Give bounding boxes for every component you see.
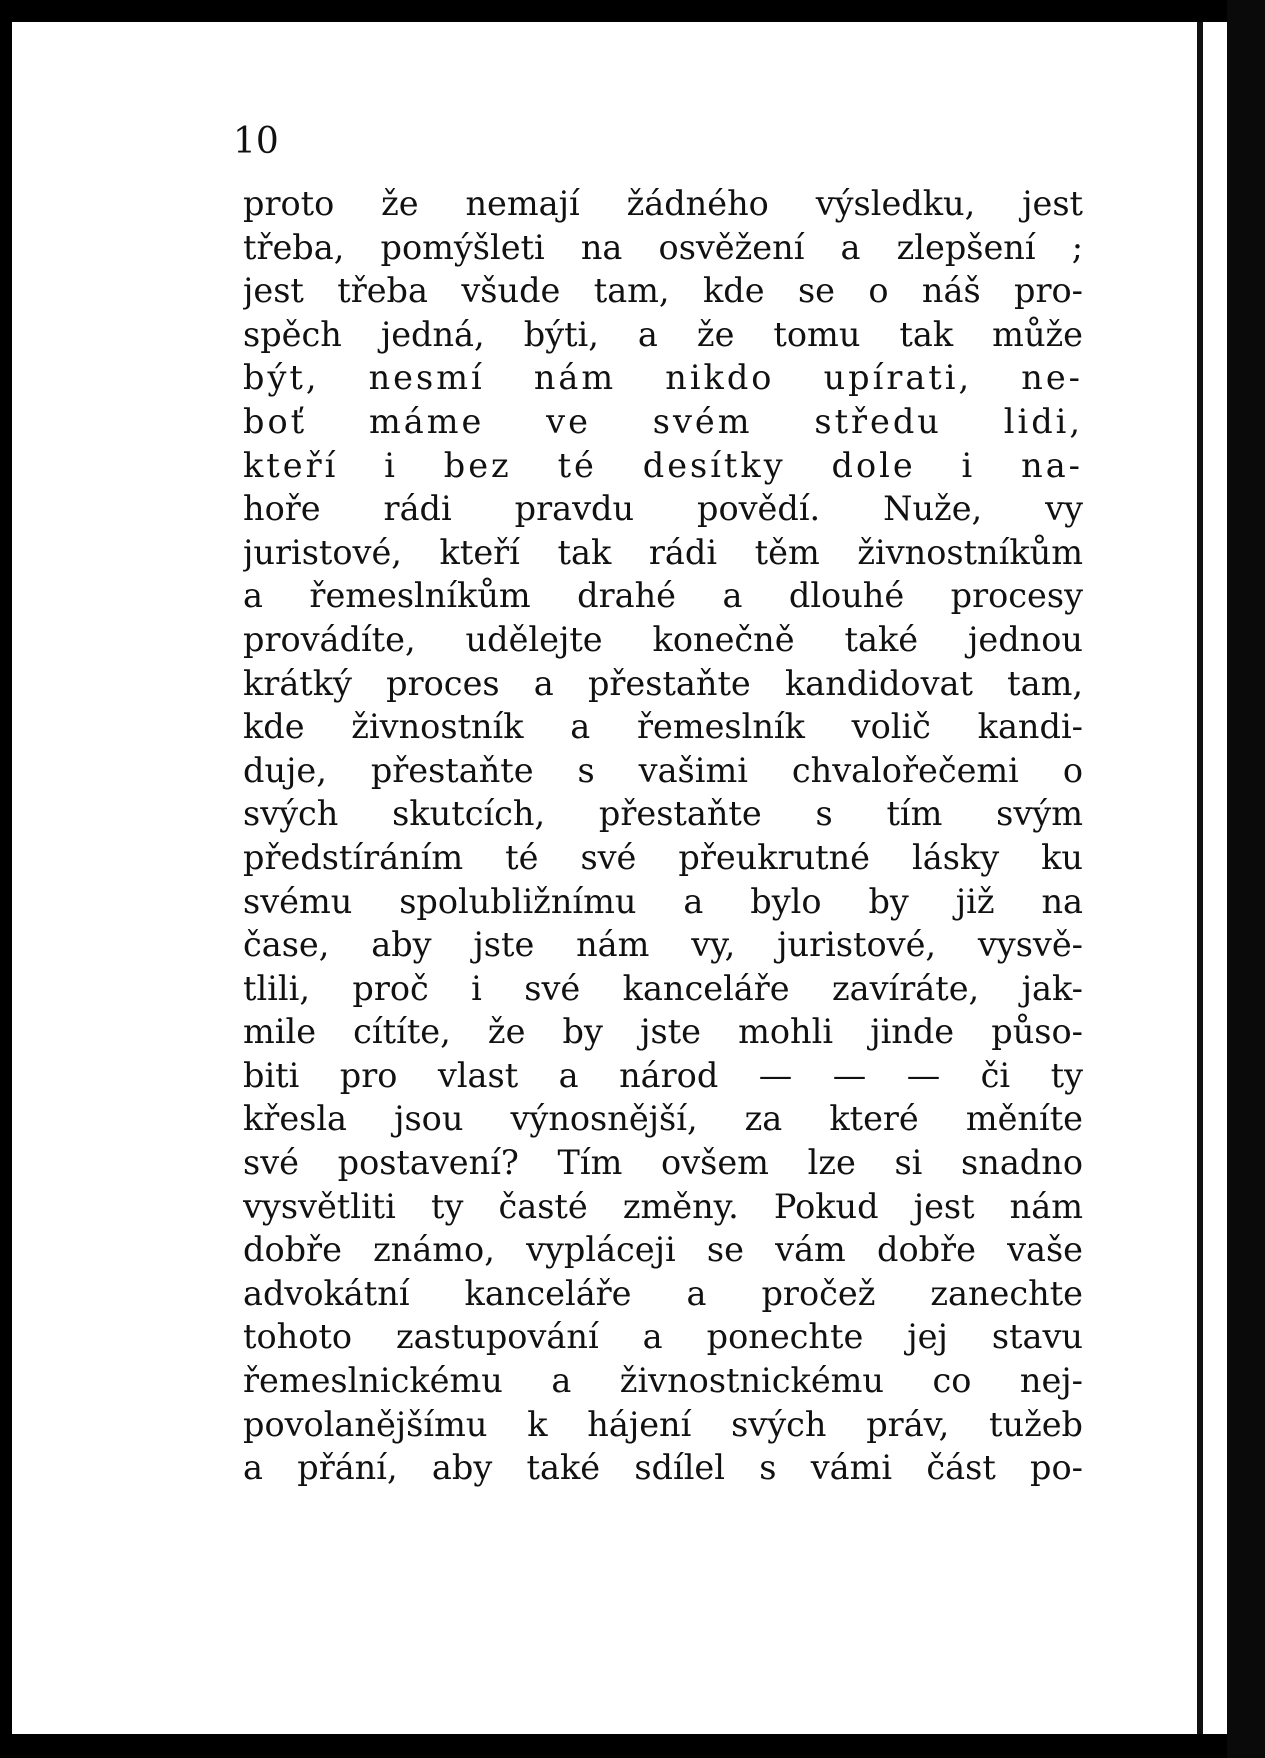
text-line: duje, přestaňte s vašimi chvalořečemi o <box>243 750 1083 790</box>
text-line: svých skutcích, přestaňte s tím svým <box>243 794 1083 834</box>
page-number: 10 <box>233 121 279 162</box>
text-line: jest třeba všude tam, kde se o náš pro- <box>243 271 1083 311</box>
text-line: povolanějšímu k hájení svých práv, tužeb <box>243 1404 1083 1444</box>
text-line: čase, aby jste nám vy, juristové, vysvě- <box>243 925 1083 965</box>
text-line: a přání, aby také sdílel s vámi část po- <box>243 1448 1083 1488</box>
text-line: kde živnostník a řemeslník volič kandi- <box>243 707 1083 747</box>
text-line: proto že nemají žádného výsledku, jest <box>243 184 1083 223</box>
text-line: advokátní kanceláře a pročež zanechte <box>243 1273 1083 1313</box>
text-line: být, nesmí nám nikdo upírati, ne- <box>243 358 1083 398</box>
text-line: a řemeslníkům drahé a dlouhé procesy <box>243 576 1083 616</box>
text-line: biti pro vlast a národ — — — či ty <box>243 1055 1083 1095</box>
text-line: boť máme ve svém středu lidi, <box>243 401 1083 441</box>
text-line: kteří i bez té desítky dole i na- <box>243 445 1083 485</box>
text-line: předstíráním té své přeukrutné lásky ku <box>243 837 1083 877</box>
text-line: křesla jsou výnosnější, za které měníte <box>243 1099 1083 1139</box>
text-line: vysvětliti ty časté změny. Pokud jest nám <box>243 1186 1083 1226</box>
text-line: třeba, pomýšleti na osvěžení a zlepšení ; <box>243 227 1083 267</box>
text-line: řemeslnickému a živnostnickému co nej- <box>243 1361 1083 1401</box>
text-line: hoře rádi pravdu povědí. Nuže, vy <box>243 489 1083 529</box>
text-line: mile cítíte, že by jste mohli jinde půso- <box>243 1012 1083 1052</box>
text-line: spěch jedná, býti, a že tomu tak může <box>243 314 1083 354</box>
text-line: dobře známo, vypláceji se vám dobře vaše <box>243 1230 1083 1270</box>
text-line: tlili, proč i své kanceláře zavíráte, jak- <box>243 968 1083 1008</box>
book-spine <box>1227 0 1265 1758</box>
text-line: juristové, kteří tak rádi těm živnostníkům <box>243 532 1083 572</box>
body-text <box>243 182 1083 1490</box>
text-line: krátký proces a přestaňte kandidovat tam, <box>243 663 1083 703</box>
text-line: svému spolubližnímu a bylo by již na <box>243 881 1083 921</box>
text-line: své postavení? Tím ovšem lze si snadno <box>243 1143 1083 1183</box>
text-line: provádíte, udělejte konečně také jednou <box>243 619 1083 659</box>
text-line: tohoto zastupování a ponechte jej stavu <box>243 1317 1083 1357</box>
page-edge <box>1197 22 1203 1734</box>
